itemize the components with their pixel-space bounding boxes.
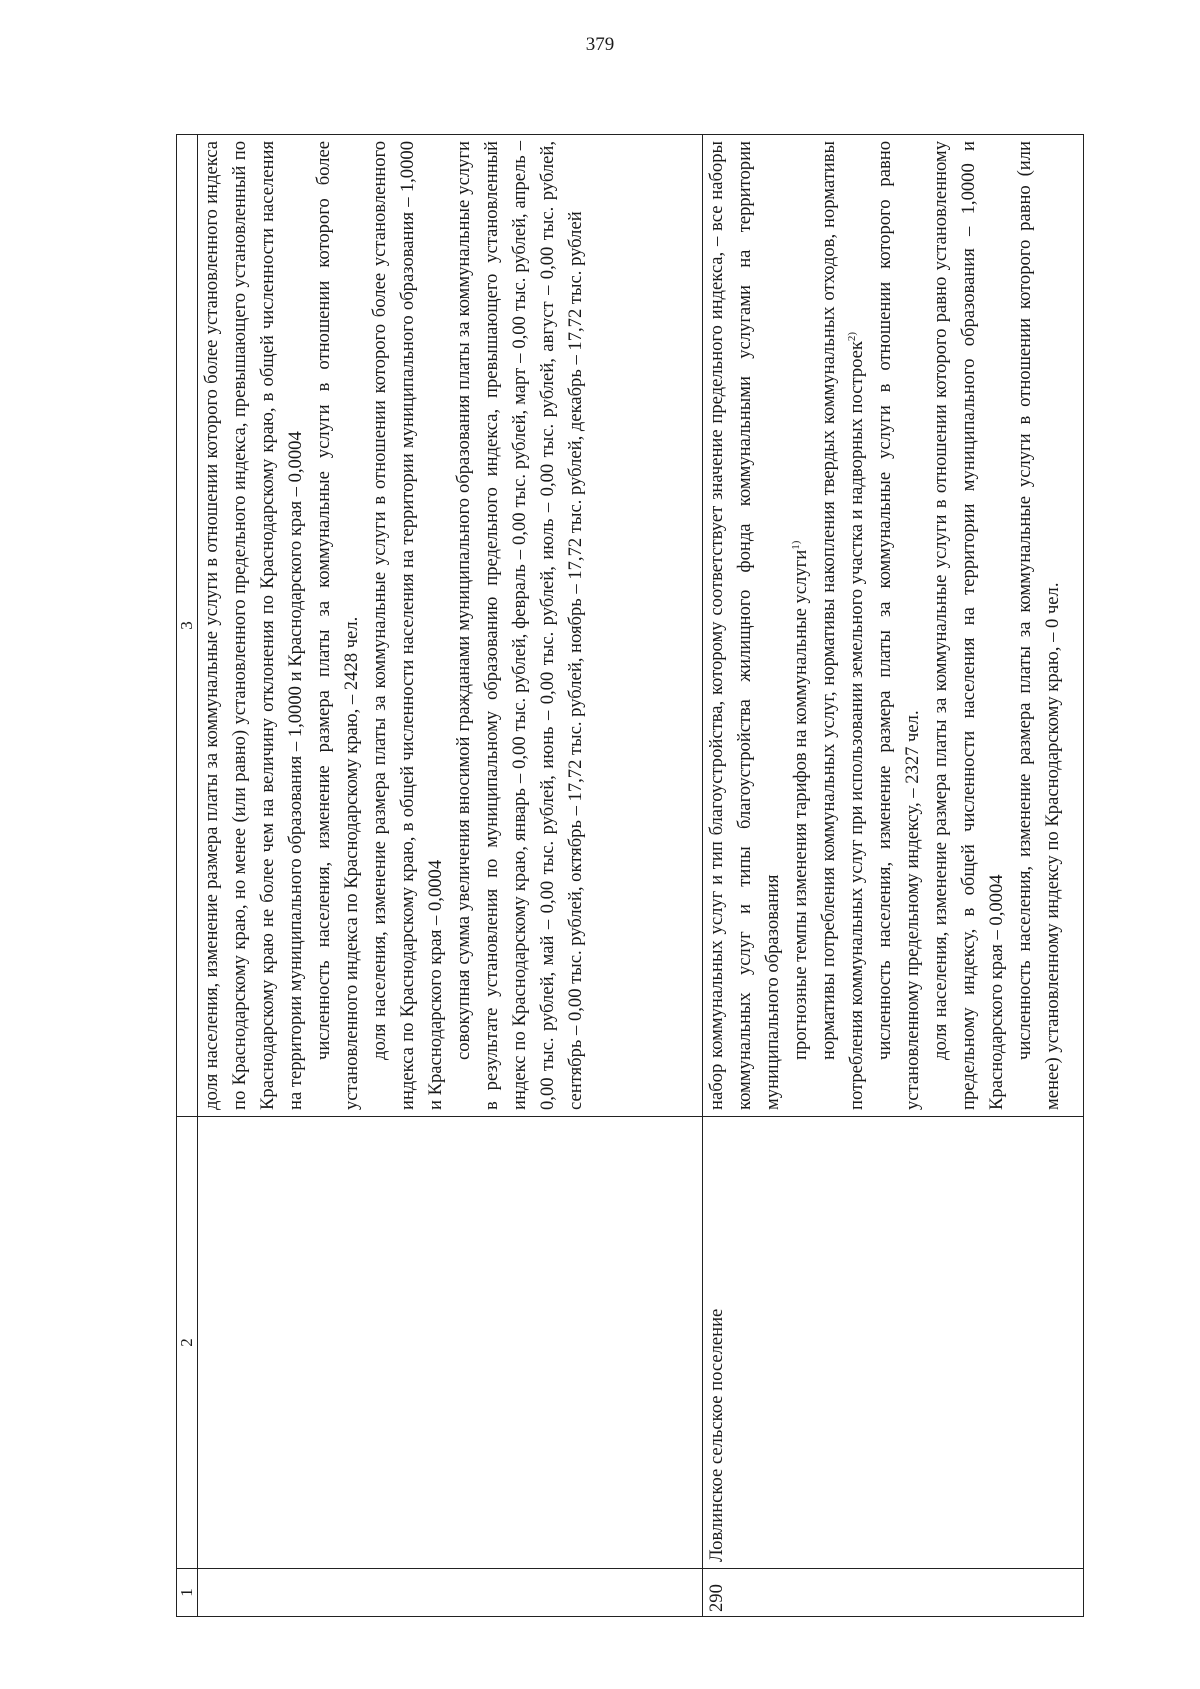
header-col-3: 3 — [177, 135, 198, 1117]
table-row — [703, 135, 1084, 1617]
indicators-cell — [703, 135, 1084, 1117]
indicator-paragraph: набор коммунальных услуг и тип благоустройства, которому соответствует значение предельного индекса, – все наборы коммунальных услуг и типы благоустройства жилищного фонда коммунальными услугами на территории муниципального образования — [706, 141, 783, 1110]
indicator-paragraph: доля населения, изменение размера платы за коммунальные услуги в отношении которого более установленного индекса по Краснодарскому краю, но менее (или равно) установленного предельного индекса, превышающего установленный по Краснодарскому краю не более чем на величину отклонения по Краснодарскому краю, в общей численности населения на территории муниципального образования – 1,0000 и Краснодарского края – 0,0004 — [201, 141, 306, 1110]
header-col-2: 2 — [177, 1117, 198, 1569]
row-number-cell — [198, 1569, 703, 1617]
footnote-mark: 1) — [789, 540, 802, 550]
indicator-paragraph — [815, 141, 871, 1110]
municipality-name-cell — [198, 1117, 703, 1569]
indicator-paragraph — [787, 141, 815, 1110]
municipality-name-cell: Ловлинское сельское поселение — [703, 1117, 1084, 1569]
rotated-table-container — [176, 135, 1080, 1617]
footnote-mark: 2) — [845, 331, 858, 342]
indicator-paragraph: численность населения, изменение размера платы за коммунальные услуги в отношении которого равно (или менее) установленному индексу по Краснодарскому краю, – 0 чел. — [1014, 141, 1063, 1110]
indices-table — [176, 134, 1084, 1617]
indicator-paragraph: доля населения, изменение размера платы за коммунальные услуги в отношении которого более установленного индекса по Краснодарскому краю, в общей численности населения на территории муниципального образования – 1,0000 и Краснодарского края – 0,0004 — [369, 141, 446, 1110]
indicator-text: прогнозные темпы изменения тарифов на коммунальные услуги — [790, 549, 811, 1060]
table-row — [198, 135, 703, 1617]
indicator-paragraph: доля населения, изменение размера платы за коммунальные услуги в отношении которого равно установленному предельному индексу, в общей численности населения на территории муниципального образования – 1,0000 и Краснодарского края – 0,0004 — [930, 141, 1007, 1110]
table-header-row — [177, 135, 198, 1617]
indicator-text: нормативы потребления коммунальных услуг, нормативы накопления твердых коммунальных отходов, нормативы потребления коммунальных услуг при использовании земельного участка и надворных построек — [818, 141, 867, 1110]
indicator-paragraph: численность населения, изменение размера платы за коммунальные услуги в отношении которого более установленного индекса по Краснодарскому краю, – 2428 чел. — [313, 141, 362, 1110]
indicator-paragraph: численность населения, изменение размера платы за коммунальные услуги в отношении которого равно установленному предельному индексу, – 2327 чел. — [874, 141, 923, 1110]
row-number-cell: 290 — [703, 1569, 1084, 1617]
indicators-cell — [198, 135, 703, 1117]
header-col-1: 1 — [177, 1569, 198, 1617]
indicator-paragraph: совокупная сумма увеличения вносимой гражданами муниципального образования платы за коммунальные услуги в результате установления по муниципальному образованию предельного индекса, превышающего установленный индекс по Краснодарскому краю, январь – 0,00 тыс. рублей, февраль – 0,00 тыс. рублей, март – 0,00 тыс. рублей, апрель – 0,00 тыс. рублей, май – 0,00 тыс. рублей, июнь – 0,00 тыс. рублей, июль – 0,00 тыс. рублей, август – 0,00 тыс. рублей, сентябрь – 0,00 тыс. рублей, октябрь – 17,72 тыс. рублей, ноябрь – 17,72 тыс. рублей, декабрь – 17,72 тыс. рублей — [453, 141, 586, 1110]
page-number: 379 — [585, 34, 615, 55]
